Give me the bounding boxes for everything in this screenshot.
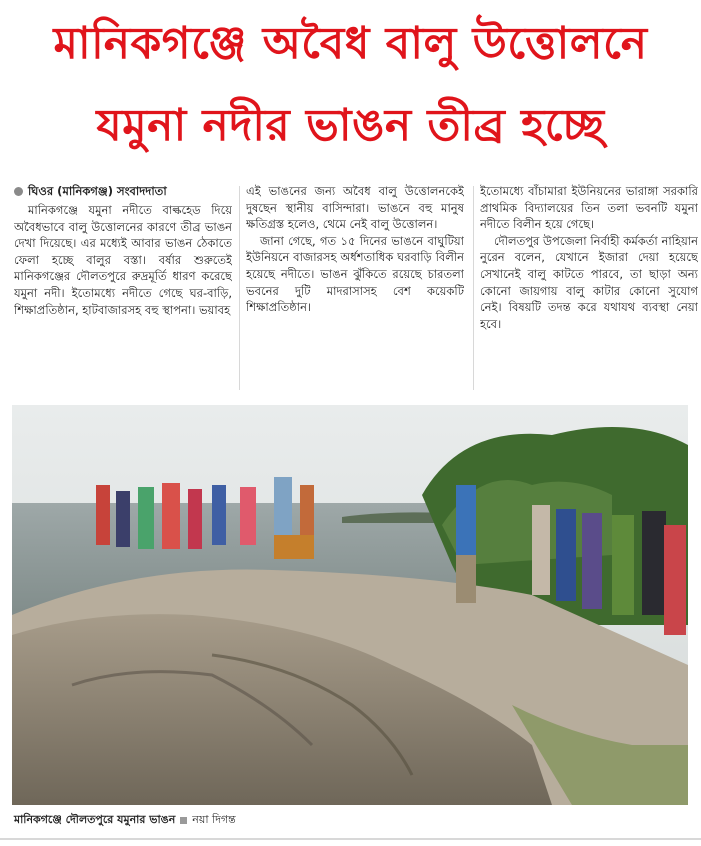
bottom-divider: [0, 838, 701, 840]
paragraph: মানিকগঞ্জে যমুনা নদীতে বাল্কহেড দিয়ে অবৈধভাবে বালু উত্তোলনের কারণে তীব্র ভাঙন দেখা দিয়েছে। এর মধ্যেই আবার ভাঙন ঠেকাতে ফেলা হচ্ছে বালুর বস্তা। বর্ষার শুরুতেই মানিকগঞ্জের দৌলতপুরে রুদ্রমূর্তি ধারণ করেছে যমুনা নদী। ইতোমধ্যে নদীতে গেছে ঘর-বাড়ি, শিক্ষাপ্রতিষ্ঠান, হাটবাজারসহ বহু স্থাপনা। ভয়াবহ: [14, 203, 232, 317]
article-column-2: [246, 183, 464, 393]
bullet-icon: [14, 187, 23, 196]
paragraph: ইতোমধ্যে বাঁচামারা ইউনিয়নের ভারাঙ্গা সরকারি প্রাথমিক বিদ্যালয়ের তিন তলা ভবনটি যমুনা নদীতে বিলীন হয়ে গেছে।: [480, 184, 698, 232]
byline-text: ঘিওর (মানিকগঞ্জ) সংবাদদাতা: [28, 184, 167, 198]
byline: [14, 183, 232, 199]
headline-line-2: যমুনা নদীর ভাঙন তীব্র হচ্ছে: [96, 100, 605, 151]
article-body: [14, 183, 698, 393]
caption-text: মানিকগঞ্জে দৌলতপুরে যমুনার ভাঙন: [14, 813, 176, 826]
article-column-3: [480, 183, 698, 393]
column-divider: [473, 186, 474, 390]
photo-credit: নয়া দিগন্ত: [192, 813, 236, 826]
photo-caption: [14, 812, 686, 828]
riverbank-erosion-image: [12, 405, 688, 805]
article-column-1: [14, 183, 232, 393]
column-divider: [239, 186, 240, 390]
paragraph: এই ভাঙনের জন্য অবৈধ বালু উত্তোলনকেই দুষছেন স্থানীয় বাসিন্দারা। ভাঙনে বহু মানুষ ক্ষতিগ্রস্ত হলেও, থেমে নেই বালু উত্তোলন।: [246, 184, 464, 232]
paragraph: জানা গেছে, গত ১৫ দিনের ভাঙনে বাঘুটিয়া ইউনিয়নে বাজারসহ অর্ধশতাধিক ঘরবাড়ি বিলীন হয়েছে নদীতে। ভাঙন ঝুঁকিতে রয়েছে চারতলা ভবনের দুটি মাদরাসাসহ বেশ কয়েকটি শিক্ষাপ্রতিষ্ঠান।: [246, 233, 464, 315]
news-photo: [12, 405, 688, 805]
square-icon: [180, 817, 187, 824]
paragraph: দৌলতপুর উপজেলা নির্বাহী কর্মকর্তা নাহিয়ান নুরেন বলেন, যেখানে ইজারা দেয়া হয়েছে সেখানেই বালু কাটতে পারবে, তা ছাড়া অন্য কোনো জায়গায় বালু কাটার কোনো সুযোগ নেই। বিষয়টি তদন্ত করে যথাযথ ব্যবস্থা নেয়া হবে।: [480, 233, 698, 331]
headline-line-1: মানিকগঞ্জে অবৈধ বালু উত্তোলনে: [53, 18, 648, 69]
